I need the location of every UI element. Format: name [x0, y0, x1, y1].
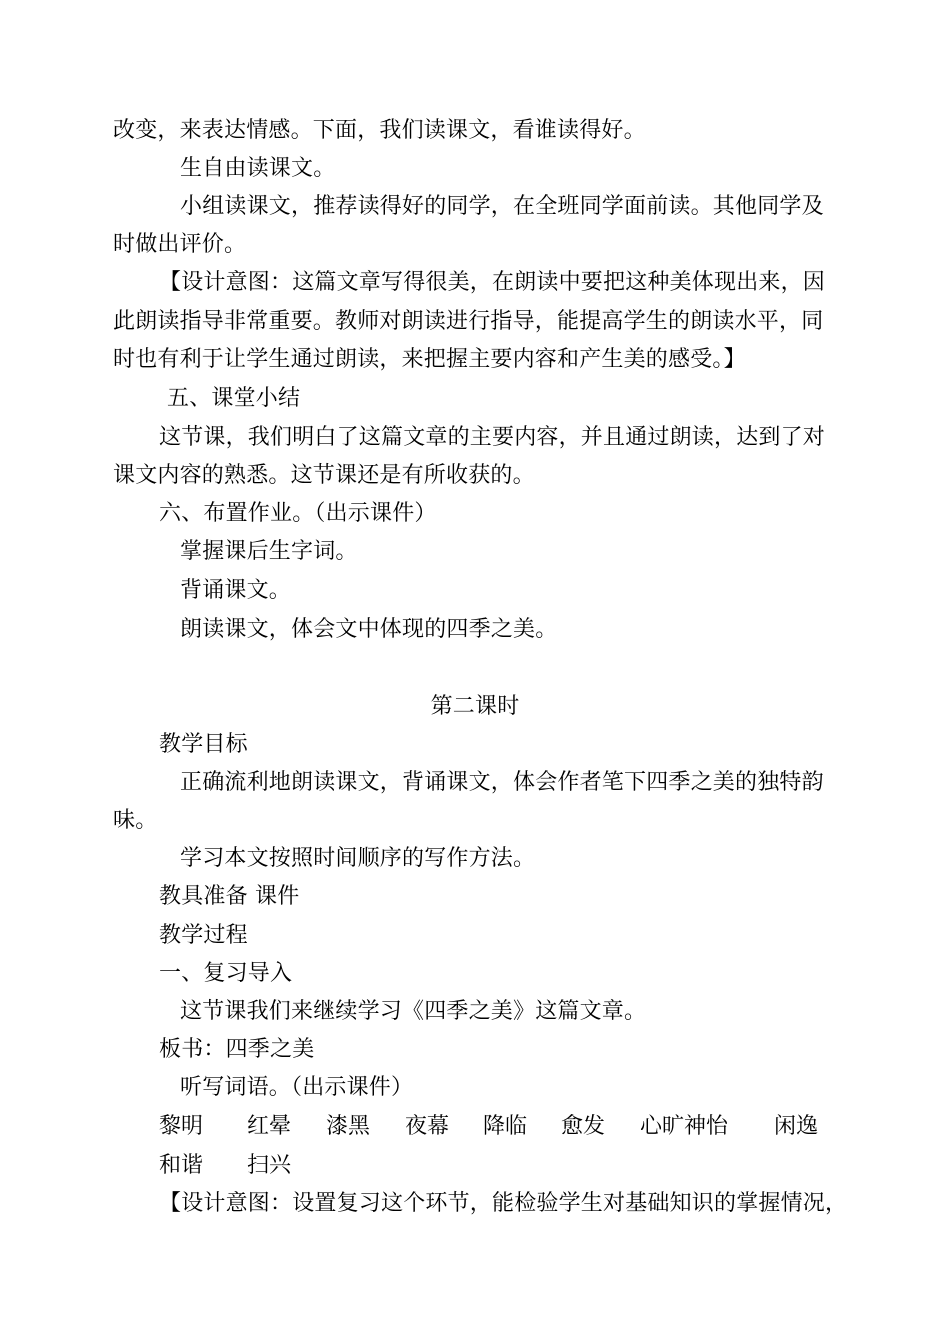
vocab-word: 闲逸: [774, 1114, 819, 1139]
paragraph-line: 学习本文按照时间顺序的写作方法。: [180, 846, 536, 871]
section-heading: 六、布置作业。（出示课件）: [159, 501, 437, 526]
section-heading: 一、复习导入: [159, 961, 293, 986]
vocab-word: 黎明: [159, 1114, 204, 1139]
design-intent-note: 【设计意图：设置复习这个环节，能检验学生对基础知识的掌握情况，: [159, 1191, 848, 1216]
paragraph-line: 时也有利于让学生通过朗读，来把握主要内容和产生美的感受。】: [113, 347, 746, 372]
vocab-word: 红晕: [247, 1114, 292, 1139]
design-intent-note: 【设计意图：这篇文章写得很美，在朗读中要把这种美体现出来，因: [159, 270, 826, 295]
homework-item: 掌握课后生字词。: [180, 539, 358, 564]
paragraph-line: 味。: [113, 808, 158, 833]
vocab-word: 夜幕: [405, 1114, 450, 1139]
vocab-word: 和谐: [159, 1153, 204, 1178]
section-heading: 教具准备 课件: [159, 884, 300, 909]
paragraph-line: 课文内容的熟悉。这节课还是有所收获的。: [113, 463, 535, 488]
section-heading: 教学过程: [159, 923, 248, 948]
paragraph-line: 板书：四季之美: [159, 1037, 315, 1062]
paragraph-line: 正确流利地朗读课文，背诵课文，体会作者笔下四季之美的独特韵: [180, 770, 824, 795]
section-heading: 五、课堂小结: [167, 386, 301, 411]
paragraph-line: 这节课我们来继续学习《四季之美》这篇文章。: [180, 999, 647, 1024]
vocab-word: 扫兴: [247, 1153, 292, 1178]
paragraph-line: 这节课，我们明白了这篇文章的主要内容，并且通过朗读，达到了对: [159, 425, 826, 450]
paragraph-line: 听写词语。（出示课件）: [180, 1075, 414, 1100]
vocab-word: 心旷神怡: [640, 1114, 729, 1139]
paragraph-line: 时做出评价。: [113, 232, 247, 257]
vocab-word: 愈发: [561, 1114, 606, 1139]
paragraph-line: 小组读课文，推荐读得好的同学，在全班同学面前读。其他同学及: [180, 194, 824, 219]
paragraph-line: 此朗读指导非常重要。教师对朗读进行指导，能提高学生的朗读水平，同: [113, 309, 824, 334]
lesson-title: 第二课时: [430, 694, 520, 719]
section-heading: 教学目标: [159, 732, 248, 757]
homework-item: 朗读课文，体会文中体现的四季之美。: [180, 617, 558, 642]
paragraph-line: 生自由读课文。: [180, 156, 336, 181]
paragraph-line: 改变，来表达情感。下面，我们读课文，看谁读得好。: [113, 118, 646, 143]
homework-item: 背诵课文。: [180, 578, 292, 603]
vocab-word: 降临: [483, 1114, 528, 1139]
vocab-word: 漆黑: [326, 1114, 371, 1139]
